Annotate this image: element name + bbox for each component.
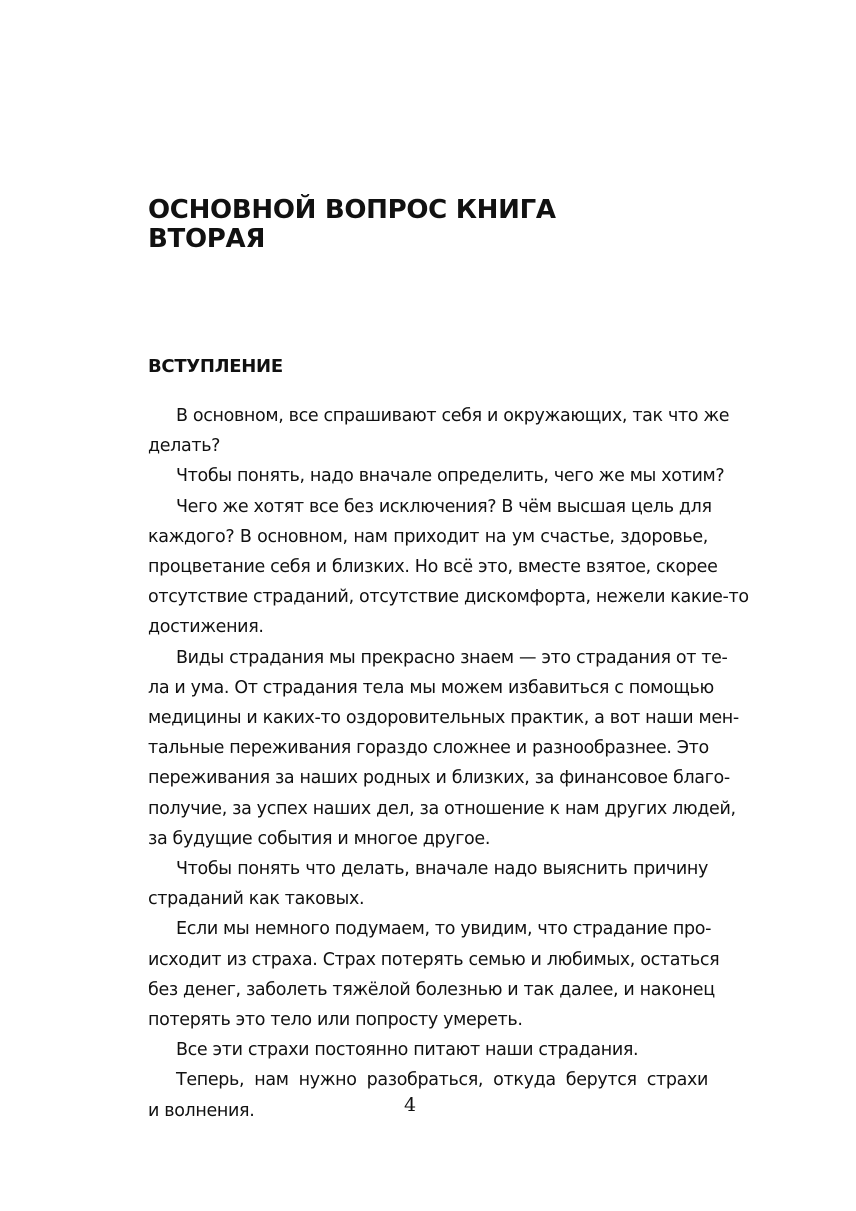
text-line: получие, за успех наших дел, за отношение к нам других людей, [148, 798, 736, 819]
chapter-title-line-1: ОСНОВНОЙ ВОПРОС КНИГА [148, 195, 556, 225]
text-line: Виды страдания мы прекрасно знаем — это страдания от те- [176, 647, 728, 668]
text-line: за будущие события и многое другое. [148, 828, 491, 849]
section-heading: ВСТУПЛЕНИЕ [148, 356, 283, 377]
text-line: Чего же хотят все без исключения? В чём высшая цель для [176, 496, 712, 517]
body-text [148, 401, 749, 1126]
paragraph [148, 492, 749, 643]
text-line: потерять это тело или попросту умереть. [148, 1010, 523, 1031]
text-line: каждого? В основном, нам приходит на ум счастье, здоровье, [148, 526, 708, 547]
paragraph [148, 461, 725, 491]
chapter-title-line-2: ВТОРАЯ [148, 224, 266, 254]
text-line: переживания за наших родных и близких, за финансовое благо- [148, 768, 730, 789]
text-line: Теперь, нам нужно разобраться, откуда берутся страхи [176, 1070, 708, 1091]
chapter-title [148, 196, 556, 254]
text-line: Чтобы понять что делать, вначале надо выяснить причину [176, 859, 708, 880]
page-number: 4 [403, 1094, 417, 1116]
text-line: исходит из страха. Страх потерять семью и любимых, остаться [148, 949, 720, 970]
text-line: и волнения. [148, 1100, 255, 1121]
text-line: тальные переживания гораздо сложнее и разнообразнее. Это [148, 738, 709, 759]
text-line: Все эти страхи постоянно питают наши страдания. [176, 1040, 639, 1061]
paragraph [148, 854, 708, 914]
text-line: ла и ума. От страдания тела мы можем избавиться с помощью [148, 677, 714, 698]
text-line: без денег, заболеть тяжёлой болезнью и так далее, и наконец [148, 979, 715, 1000]
paragraph [148, 914, 720, 1035]
paragraph [148, 1035, 708, 1065]
text-line: достижения. [148, 617, 264, 638]
text-line: Чтобы понять, надо вначале определить, чего же мы хотим? [176, 466, 725, 487]
text-line: делать? [148, 436, 221, 457]
text-line: страданий как таковых. [148, 889, 365, 910]
text-line: отсутствие страданий, отсутствие дискомфорта, нежели какие-то [148, 587, 749, 608]
text-line: процветание себя и близких. Но всё это, вместе взятое, скорее [148, 557, 718, 578]
text-line: Если мы немного подумаем, то увидим, что страдание про- [176, 919, 712, 940]
paragraph [148, 643, 739, 854]
text-line: медицины и каких-то оздоровительных практик, а вот наши мен- [148, 708, 739, 729]
text-line: В основном, все спрашивают себя и окружающих, так что же [176, 406, 730, 426]
paragraph [148, 401, 730, 461]
